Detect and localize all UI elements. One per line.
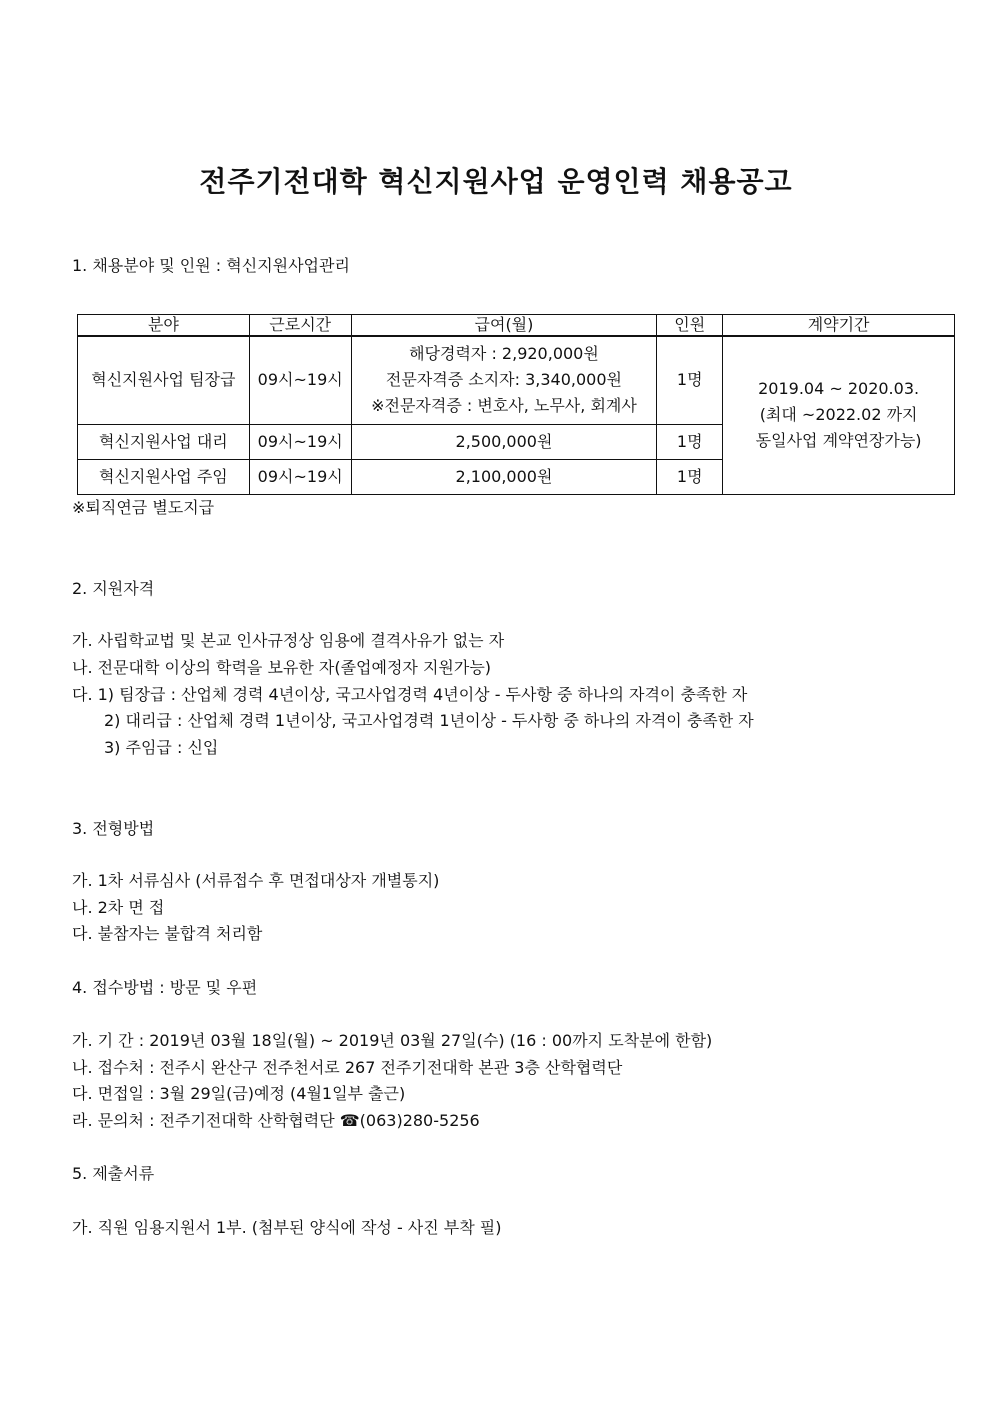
list-item: 가. 1차 서류심사 (서류접수 후 면접대상자 개별통지): [72, 871, 440, 890]
pay-line: 해당경력자 : 2,920,000원: [409, 344, 599, 364]
list-item: 2) 대리급 : 산업체 경력 1년이상, 국고사업경력 1년이상 - 두사항 중 하나의 자격이 충족한 자: [104, 711, 754, 730]
list-item: 나. 2차 면 접: [72, 898, 165, 917]
contract-period: [723, 336, 955, 494]
page-title: 전주기전대학 혁신지원사업 운영인력 채용공고: [199, 165, 793, 198]
table-row: [78, 336, 955, 424]
row-field: 혁신지원사업 주임: [78, 459, 250, 494]
list-item: 다. 불참자는 불합격 처리함: [72, 924, 263, 943]
row-count: 1명: [657, 459, 723, 494]
section3-heading: 3. 전형방법: [72, 819, 155, 838]
row-hours: 09시~19시: [249, 459, 351, 494]
list-item: 다. 1) 팀장급 : 산업체 경력 4년이상, 국고사업경력 4년이상 - 두사항 중 하나의 자격이 충족한 자: [72, 685, 748, 704]
row-field: 혁신지원사업 팀장급: [78, 336, 250, 424]
row-pay: 2,100,000원: [351, 459, 657, 494]
header-pay: 급여(월): [351, 315, 657, 337]
row-hours: 09시~19시: [249, 336, 351, 424]
list-item: 가. 직원 임용지원서 1부. (첨부된 양식에 작성 - 사진 부착 필): [72, 1218, 502, 1237]
list-item: 가. 사립학교법 및 본교 인사규정상 임용에 결격사유가 없는 자: [72, 631, 505, 650]
list-item: 다. 면접일 : 3월 29일(금)예정 (4월1일부 출근): [72, 1084, 406, 1103]
pay-line: 전문자격증 소지자: 3,340,000원: [385, 370, 623, 390]
header-contract: 계약기간: [723, 315, 955, 337]
contract-line: (최대 ~2022.02 까지: [759, 405, 918, 425]
row-field: 혁신지원사업 대리: [78, 424, 250, 459]
contract-line: 2019.04 ~ 2020.03.: [758, 379, 920, 399]
section5-heading: 5. 제출서류: [72, 1164, 155, 1183]
list-item: 3) 주임급 : 신입: [104, 738, 219, 757]
table-note: ※퇴직연금 별도지급: [72, 498, 215, 517]
pay-line: ※전문자격증 : 변호사, 노무사, 회계사: [371, 396, 637, 416]
table-header-row: [78, 315, 955, 337]
row-pay: 2,500,000원: [351, 424, 657, 459]
row-pay: [351, 336, 657, 424]
contract-line: 동일사업 계약연장가능): [755, 431, 922, 451]
header-count: 인원: [657, 315, 723, 337]
list-item: 가. 기 간 : 2019년 03월 18일(월) ~ 2019년 03월 27일(수) (16 : 00까지 도착분에 한함): [72, 1031, 713, 1050]
list-item: 나. 전문대학 이상의 학력을 보유한 자(졸업예정자 지원가능): [72, 658, 492, 677]
row-count: 1명: [657, 336, 723, 424]
section1-heading: 1. 채용분야 및 인원 : 혁신지원사업관리: [72, 256, 350, 275]
row-hours: 09시~19시: [249, 424, 351, 459]
list-item: 나. 접수처 : 전주시 완산구 전주천서로 267 전주기전대학 본관 3층 산학협력단: [72, 1058, 623, 1077]
list-item: 라. 문의처 : 전주기전대학 산학협력단 ☎(063)280-5256: [72, 1111, 480, 1130]
header-hours: 근로시간: [249, 315, 351, 337]
recruitment-table: [77, 314, 955, 495]
row-count: 1명: [657, 424, 723, 459]
header-field: 분야: [78, 315, 250, 337]
section4-heading: 4. 접수방법 : 방문 및 우편: [72, 978, 258, 997]
section2-heading: 2. 지원자격: [72, 579, 155, 598]
